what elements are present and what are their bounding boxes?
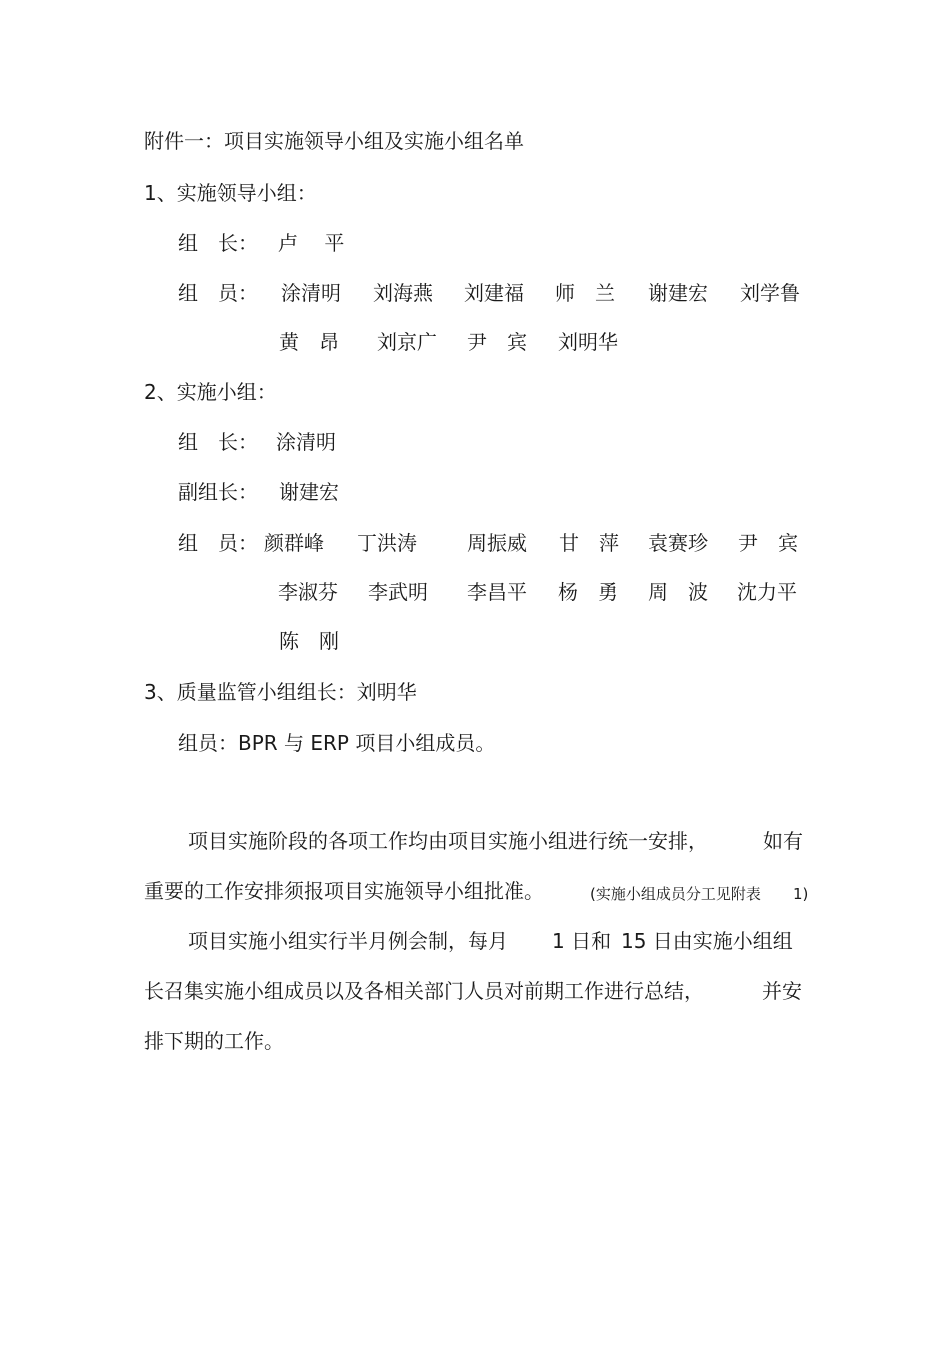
member-name: 刘海燕 [373, 281, 433, 305]
paragraph2-line3: 排下期的工作。 [144, 1029, 284, 1053]
paragraph2-line1: 项目实施小组实行半月例会制，每月 [188, 929, 508, 953]
section2-deputy-name: 谢建宏 [279, 480, 339, 504]
paragraph1-note-number: 1) [793, 885, 809, 903]
section1-title: 1、实施领导小组： [144, 181, 317, 205]
member-name: 甘 萍 [559, 531, 619, 555]
member-name: 涂清明 [281, 281, 341, 305]
member-name: 丁洪涛 [357, 531, 417, 555]
paragraph1-line1: 项目实施阶段的各项工作均由项目实施小组进行统一安排， [188, 829, 708, 853]
section1-leader-name: 卢 平 [278, 231, 345, 255]
member-name: 黄 昂 [279, 330, 339, 354]
section2-leader-name: 涂清明 [276, 430, 336, 454]
member-name: 沈力平 [737, 580, 797, 604]
member-name: 师 兰 [555, 281, 615, 305]
paragraph2-line1-date1: 1 日和 [552, 929, 612, 953]
section2-title: 2、实施小组： [144, 380, 277, 404]
member-name: 周振威 [467, 531, 527, 555]
paragraph1-line1-end: 如有 [763, 829, 803, 853]
member-name: 颜群峰 [264, 531, 324, 555]
section3-members: 组员：BPR 与 ERP 项目小组成员。 [178, 731, 496, 755]
section3-title: 3、质量监管小组组长：刘明华 [144, 680, 417, 704]
attachment-heading: 附件一：项目实施领导小组及实施小组名单 [144, 129, 524, 153]
member-name: 周 波 [648, 580, 708, 604]
section1-members-label: 组 员： [178, 281, 258, 305]
paragraph1-line2: 重要的工作安排须报项目实施领导小组批准。 [144, 879, 544, 903]
member-name: 尹 宾 [467, 330, 527, 354]
member-name: 尹 宾 [738, 531, 798, 555]
paragraph1-note: (实施小组成员分工见附表 [590, 885, 761, 903]
member-name: 谢建宏 [648, 281, 708, 305]
member-name: 杨 勇 [558, 580, 618, 604]
section1-leader-label: 组 长： [178, 231, 258, 255]
section2-leader-label: 组 长： [178, 430, 258, 454]
paragraph2-line2: 长召集实施小组成员以及各相关部门人员对前期工作进行总结， [144, 979, 704, 1003]
member-name: 陈 刚 [279, 629, 339, 653]
member-name: 刘明华 [558, 330, 618, 354]
member-name: 刘京广 [377, 330, 437, 354]
paragraph2-line1-date2: 15 日由实施小组组 [621, 929, 793, 953]
member-name: 刘学鲁 [740, 281, 800, 305]
paragraph2-line2-end: 并安 [762, 979, 802, 1003]
member-name: 李昌平 [467, 580, 527, 604]
member-name: 李武明 [368, 580, 428, 604]
member-name: 袁赛珍 [648, 531, 708, 555]
section2-members-label: 组 员： [178, 531, 258, 555]
member-name: 刘建福 [464, 281, 524, 305]
section2-deputy-label: 副组长： [178, 480, 258, 504]
member-name: 李淑芬 [278, 580, 338, 604]
